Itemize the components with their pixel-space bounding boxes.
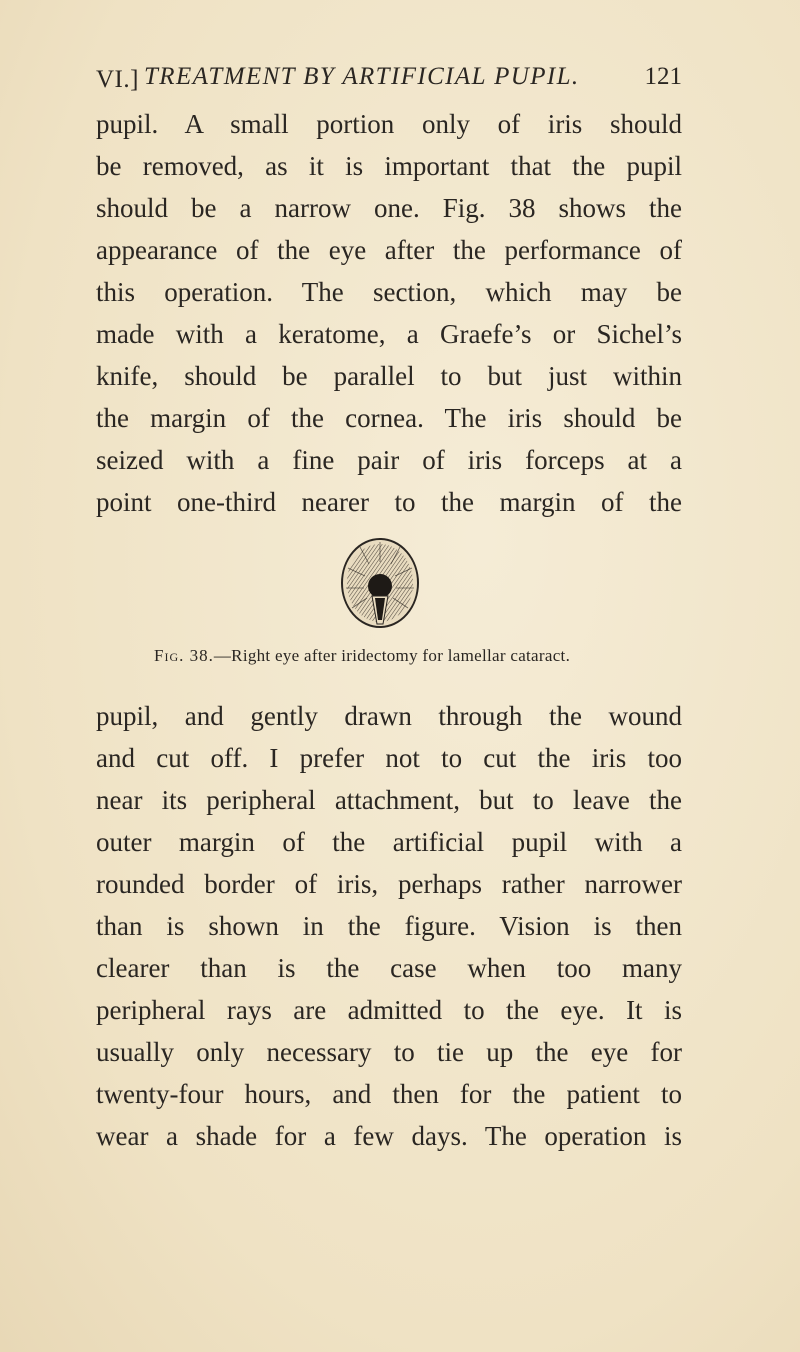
text-line: near its peripheral attachment, but to leave the (96, 785, 682, 815)
text-line: outer margin of the artificial pupil with a (96, 827, 682, 857)
text-line: be removed, as it is important that the pupil (96, 151, 682, 181)
text-line: seized with a fine pair of iris forceps at a (96, 445, 682, 475)
text-line: appearance of the eye after the performance of (96, 235, 682, 265)
text-line: should be a narrow one. Fig. 38 shows the (96, 193, 682, 223)
text-line: and cut off. I prefer not to cut the iris too (96, 743, 682, 773)
figure-label: Fig. 38. (154, 646, 214, 665)
text-line: point one-third nearer to the margin of the (96, 487, 682, 517)
text-line: knife, should be parallel to but just within (96, 361, 682, 391)
text-line: usually only necessary to tie up the eye for (96, 1037, 682, 1067)
running-header (96, 60, 682, 100)
text-line: made with a keratome, a Graefe’s or Sichel’s (96, 319, 682, 349)
eye-illustration (320, 528, 440, 638)
text-line: wear a shade for a few days. The operation is (96, 1121, 682, 1151)
text-line: twenty-four hours, and then for the patient to (96, 1079, 682, 1109)
text-line: peripheral rays are admitted to the eye. It is (96, 995, 682, 1025)
figure-caption (154, 646, 654, 666)
figure-caption-text: —Right eye after iridectomy for lamellar cataract. (213, 646, 571, 665)
text-line: pupil. A small portion only of iris should (96, 109, 682, 139)
text-line: than is shown in the figure. Vision is then (96, 911, 682, 941)
chapter-number: VI.] (96, 66, 139, 93)
text-line: this operation. The section, which may be (96, 277, 682, 307)
text-line: pupil, and gently drawn through the wound (96, 701, 682, 731)
text-line: the margin of the cornea. The iris should be (96, 403, 682, 433)
text-line: rounded border of iris, perhaps rather narrower (96, 869, 682, 899)
text-line: clearer than is the case when too many (96, 953, 682, 983)
page-number: 121 (644, 63, 682, 90)
running-title: TREATMENT BY ARTIFICIAL PUPIL. (144, 63, 580, 90)
